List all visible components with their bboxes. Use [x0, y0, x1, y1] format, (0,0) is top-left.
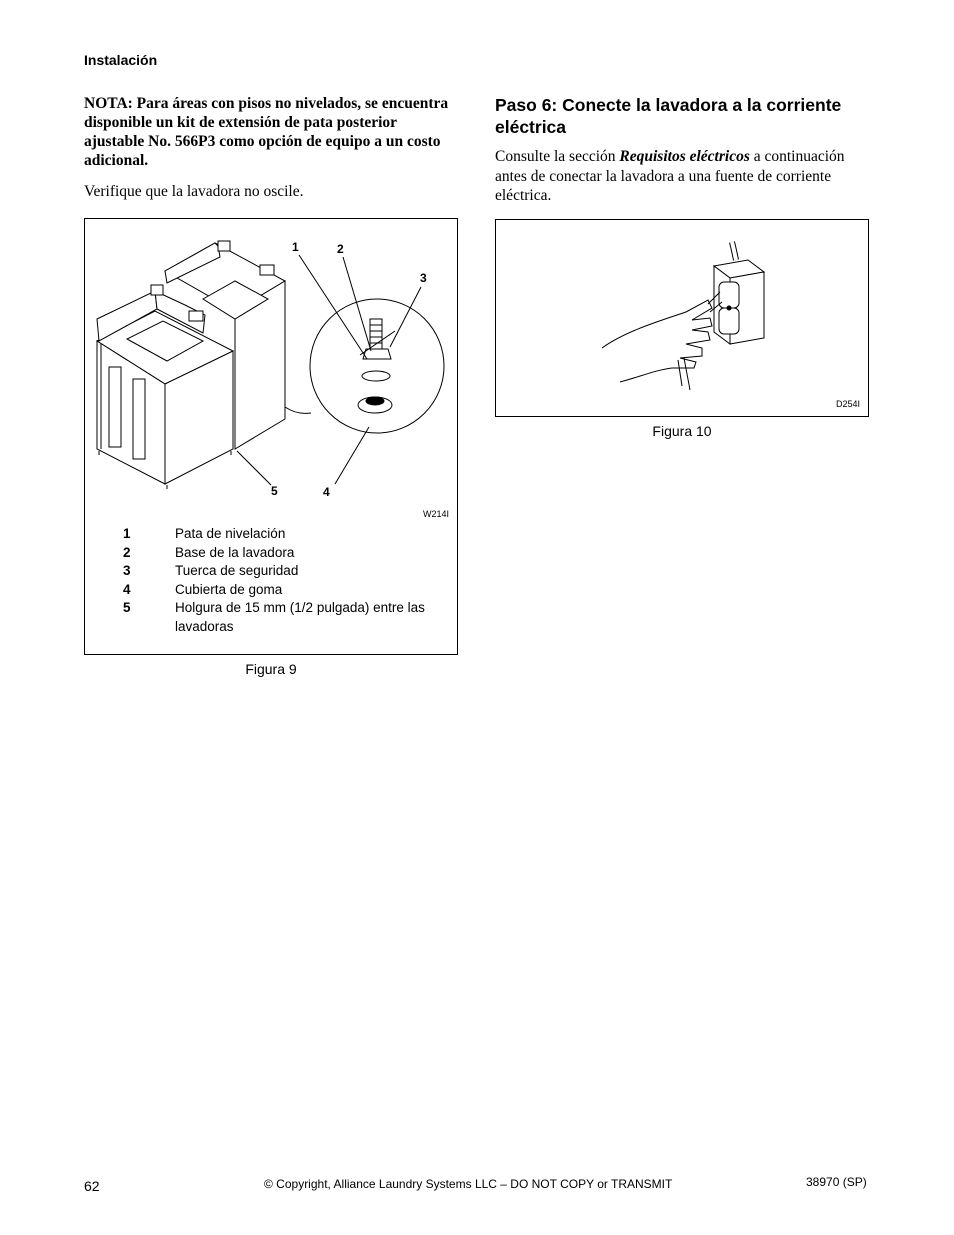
legend-text: Tuerca de seguridad — [175, 563, 299, 578]
figure-9-caption: Figura 9 — [245, 661, 297, 677]
legend-row — [123, 562, 443, 581]
figure-9-box — [84, 218, 458, 655]
washers-leveling-illustration — [85, 219, 457, 519]
legend-number: 5 — [123, 600, 131, 615]
callout-5: 5 — [271, 484, 278, 498]
document-number: 38970 (SP) — [806, 1175, 867, 1189]
callout-3: 3 — [420, 271, 427, 285]
body-text-after: a continuación antes de conectar la lavadora a una fuente de corriente eléctrica. — [495, 148, 845, 204]
legend-row — [123, 581, 443, 600]
legend-number: 1 — [123, 526, 131, 541]
legend-text: Cubierta de goma — [175, 581, 283, 597]
leader-4 — [335, 427, 369, 484]
front-washer-drawing — [97, 285, 233, 489]
figure-10-box — [495, 219, 869, 417]
note-paragraph: NOTA: Para áreas con pisos no nivelados, se encuentra disponible un kit de extensión de pata posterior ajustable No. 566P3 como opción de equipo a un costo adicional. — [84, 95, 449, 169]
outlet-box-drawing — [714, 242, 764, 344]
callout-1: 1 — [292, 240, 299, 254]
leveling-detail-circle — [310, 299, 444, 433]
leader-5 — [237, 451, 271, 485]
copyright-notice: © Copyright, Alliance Laundry Systems LLC – DO NOT COPY or TRANSMIT — [264, 1177, 673, 1191]
section-header: Instalación — [84, 52, 158, 68]
figure-10-caption: Figura 10 — [652, 423, 712, 439]
plug-into-outlet-illustration — [496, 220, 868, 416]
legend-number: 4 — [123, 581, 131, 597]
zoom-pointer — [285, 407, 311, 413]
callout-2: 2 — [337, 242, 344, 256]
callout-4: 4 — [323, 485, 330, 499]
legend-row — [123, 599, 443, 636]
step-6-heading: Paso 6: Conecte la lavadora a la corriente eléctrica — [495, 95, 842, 137]
step-6-paragraph — [495, 147, 865, 206]
figure-9-legend — [123, 525, 443, 636]
page-number: 62 — [84, 1178, 100, 1194]
electrical-requirements-reference: Requisitos eléctricos — [619, 148, 750, 165]
legend-number: 2 — [123, 544, 131, 560]
legend-text: Holgura de 15 mm (1/2 pulgada) entre las lavadoras — [175, 600, 425, 634]
figure-10-code: D254I — [835, 399, 860, 409]
legend-row — [123, 525, 443, 544]
legend-text: Base de la lavadora — [175, 544, 295, 560]
verify-paragraph: Verifique que la lavadora no oscile. — [84, 183, 304, 200]
hand-with-plug-drawing — [602, 292, 722, 390]
legend-row — [123, 544, 443, 563]
legend-text: Pata de nivelación — [175, 526, 286, 541]
body-text-before: Consulte la sección — [495, 148, 620, 165]
figure-9-code: W214I — [422, 509, 449, 519]
legend-number: 3 — [123, 563, 131, 578]
